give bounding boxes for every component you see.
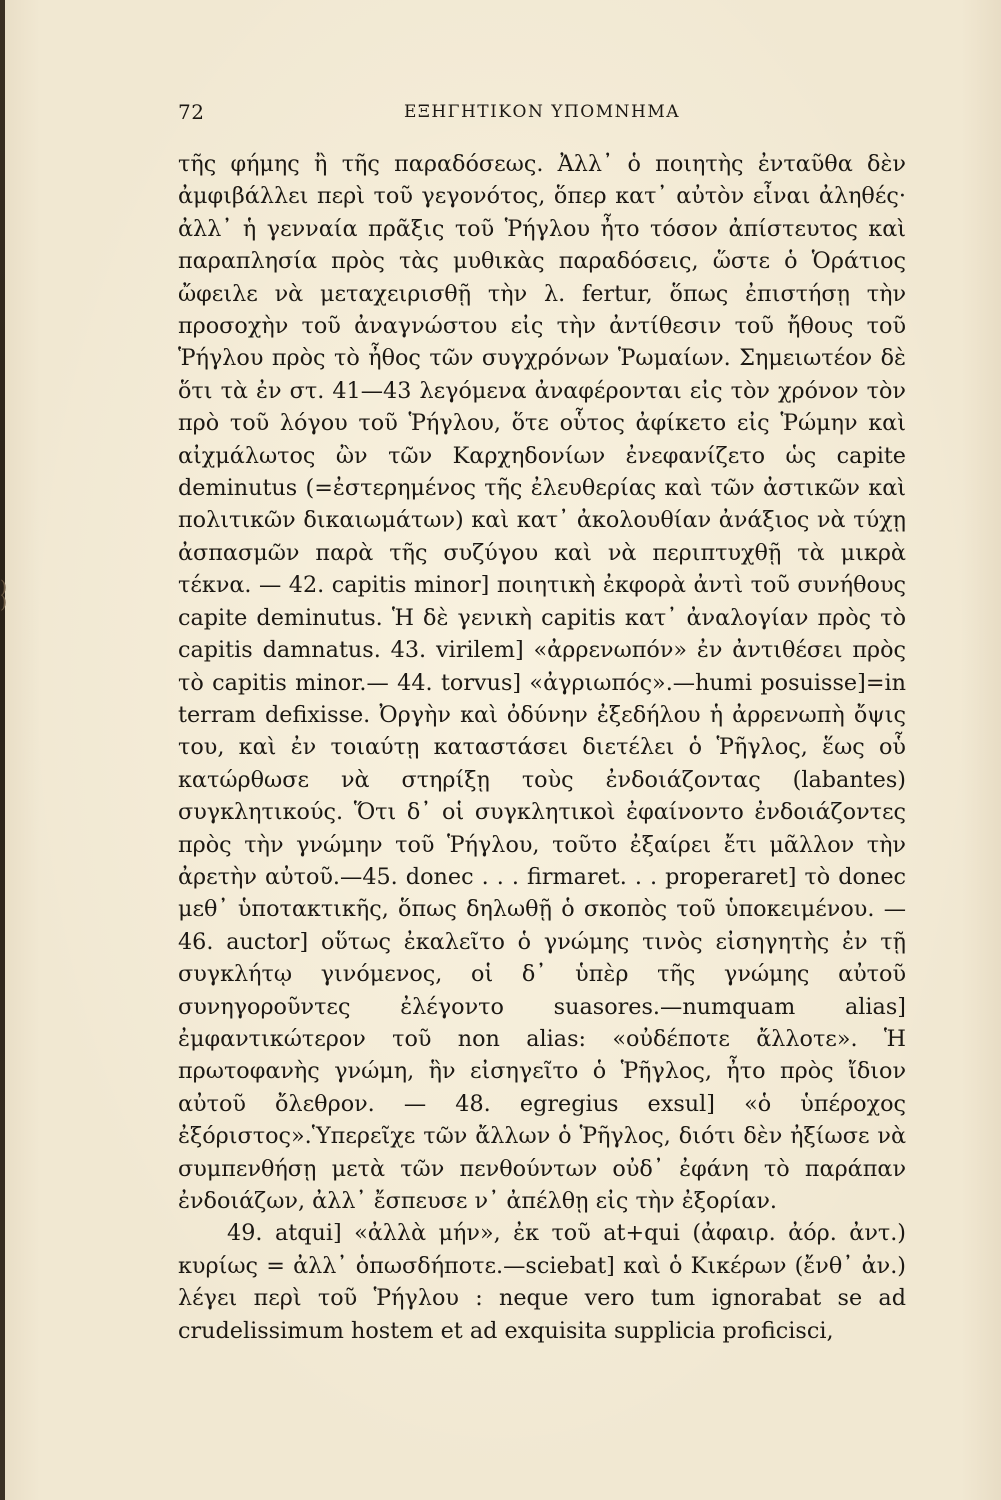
page-edge-marks: ) ) [0,577,8,613]
running-title: ΕΞΗΓΗΤΙΚΟΝ ΥΠΟΜΝΗΜΑ [403,102,681,122]
paragraph-commentary-41-48: τῆς φήμης ἢ τῆς παραδόσεως. Ἀλλ᾽ ὁ ποιητὴς ἐνταῦθα δὲν ἀμφιβάλλει περὶ τοῦ γεγονότος, ὅπερ κατ᾽ αὐτὸν εἶναι ἀληθές· ἀλλ᾽ ἡ γενναία πρᾶξις τοῦ Ῥήγλου ἦτο τόσον ἀπίστευτος καὶ παραπλησία πρὸς τὰς μυθικὰς παραδόσεις, ὥστε ὁ Ὁράτιος ὤφειλε νὰ μεταχειρισθῇ τὴν λ. fertur, ὅπως ἐπιστήσῃ τὴν προσοχὴν τοῦ ἀναγνώστου εἰς τὴν ἀντίθεσιν τοῦ ἤθους τοῦ Ῥήγλου πρὸς τὸ ἦθος τῶν συγχρόνων Ῥωμαίων. Σημειωτέον δὲ ὅτι τὰ ἐν στ. 41—43 λεγόμενα ἀναφέρονται εἰς τὸν χρόνον τὸν πρὸ τοῦ λόγου τοῦ Ῥήγλου, ὅτε οὗτος ἀφίκετο εἰς Ῥώμην καὶ αἰχμάλωτος ὢν τῶν Καρχηδονίων ἐνεφανίζετο ὡς capite deminutus (=ἐστερημένος τῆς ἐλευθερίας καὶ τῶν ἀστικῶν καὶ πολιτικῶν δικαιωμάτων) καὶ κατ᾽ ἀκολουθίαν ἀνάξιος νὰ τύχῃ ἀσπασμῶν παρὰ τῆς συζύγου καὶ νὰ περιπτυχθῇ τὰ μικρὰ τέκνα. — 42. capitis minor] ποιητικὴ ἐκφορὰ ἀντὶ τοῦ συνήθους capite deminutus. Ἡ δὲ γενικὴ capitis κατ᾽ ἀναλογίαν πρὸς τὸ capitis damnatus. 43. virilem] «ἀρρενωπόν» ἐν ἀντιθέσει πρὸς τὸ capitis minor.— 44. torvus] «ἀγριωπός».—humi posuisse]=in terram defixisse. Ὀργὴν καὶ ὀδύνην ἐξεδήλου ἡ ἀρρενωπὴ ὄψις του, καὶ ἐν τοιαύτῃ καταστάσει διετέλει ὁ Ῥῆγλος, ἕως οὗ κατώρθωσε νὰ στηρίξῃ τοὺς ἐνδοιάζοντας (labantes) συγκλητικούς. Ὅτι δ᾽ οἱ συγκλητικοὶ ἐφαίνοντο ἐνδοιάζοντες πρὸς τὴν γνώμην τοῦ Ῥήγλου, τοῦτο ἐξαίρει ἔτι μᾶλλον τὴν ἀρετὴν αὐτοῦ.—45. donec . . . firmaret. . . properaret] τὸ donec μεθ᾽ ὑποτακτικῆς, ὅπως δηλωθῇ ὁ σκοπὸς τοῦ ὑποκειμένου. — 46. auctor] οὕτως ἐκαλεῖτο ὁ γνώμης τινὸς εἰσηγητὴς ἐν τῇ συγκλήτῳ γινόμενος, οἱ δ᾽ ὑπὲρ τῆς γνώμης αὐτοῦ συνηγοροῦντες ἐλέγοντο suasores.—numquam alias] ἐμφαντικώτερον τοῦ non alias: «οὐδέποτε ἄλλοτε». Ἡ πρωτοφανὴς γνώμη, ἣν εἰσηγεῖτο ὁ Ῥῆγλος, ἦτο πρὸς ἴδιον αὐτοῦ ὄλεθρον. — 48. egregius exsul] «ὁ ὑπέροχος ἐξόριστος».Ὑπερεῖχε τῶν ἄλλων ὁ Ῥῆγλος, διότι δὲν ἠξίωσε νὰ συμπενθήσῃ μετὰ τῶν πενθούντων οὐδ᾽ ἐφάνη τὸ παράπαν ἐνδοιάζων, ἀλλ᾽ ἔσπευσε ν᾽ ἀπέλθῃ εἰς τὴν ἐξορίαν. [178,151,906,1214]
page-number: 72 [178,100,205,124]
binding-edge [0,0,5,1500]
page-body [178,148,906,1347]
running-head [178,100,906,134]
paragraph-commentary-49: 49. atqui] «ἀλλὰ μήν», ἐκ τοῦ at+qui (ἀφαιρ. ἀόρ. ἀντ.) κυρίως = ἀλλ᾽ ὁπωσδήποτε.—sciebat] καὶ ὁ Κικέρων (ἔνθ᾽ ἀν.) λέγει περὶ τοῦ Ῥήγλου : neque vero tum ignorabat se ad crudelissimum hostem et ad exquisita supplicia proficisci, [178,1220,906,1344]
